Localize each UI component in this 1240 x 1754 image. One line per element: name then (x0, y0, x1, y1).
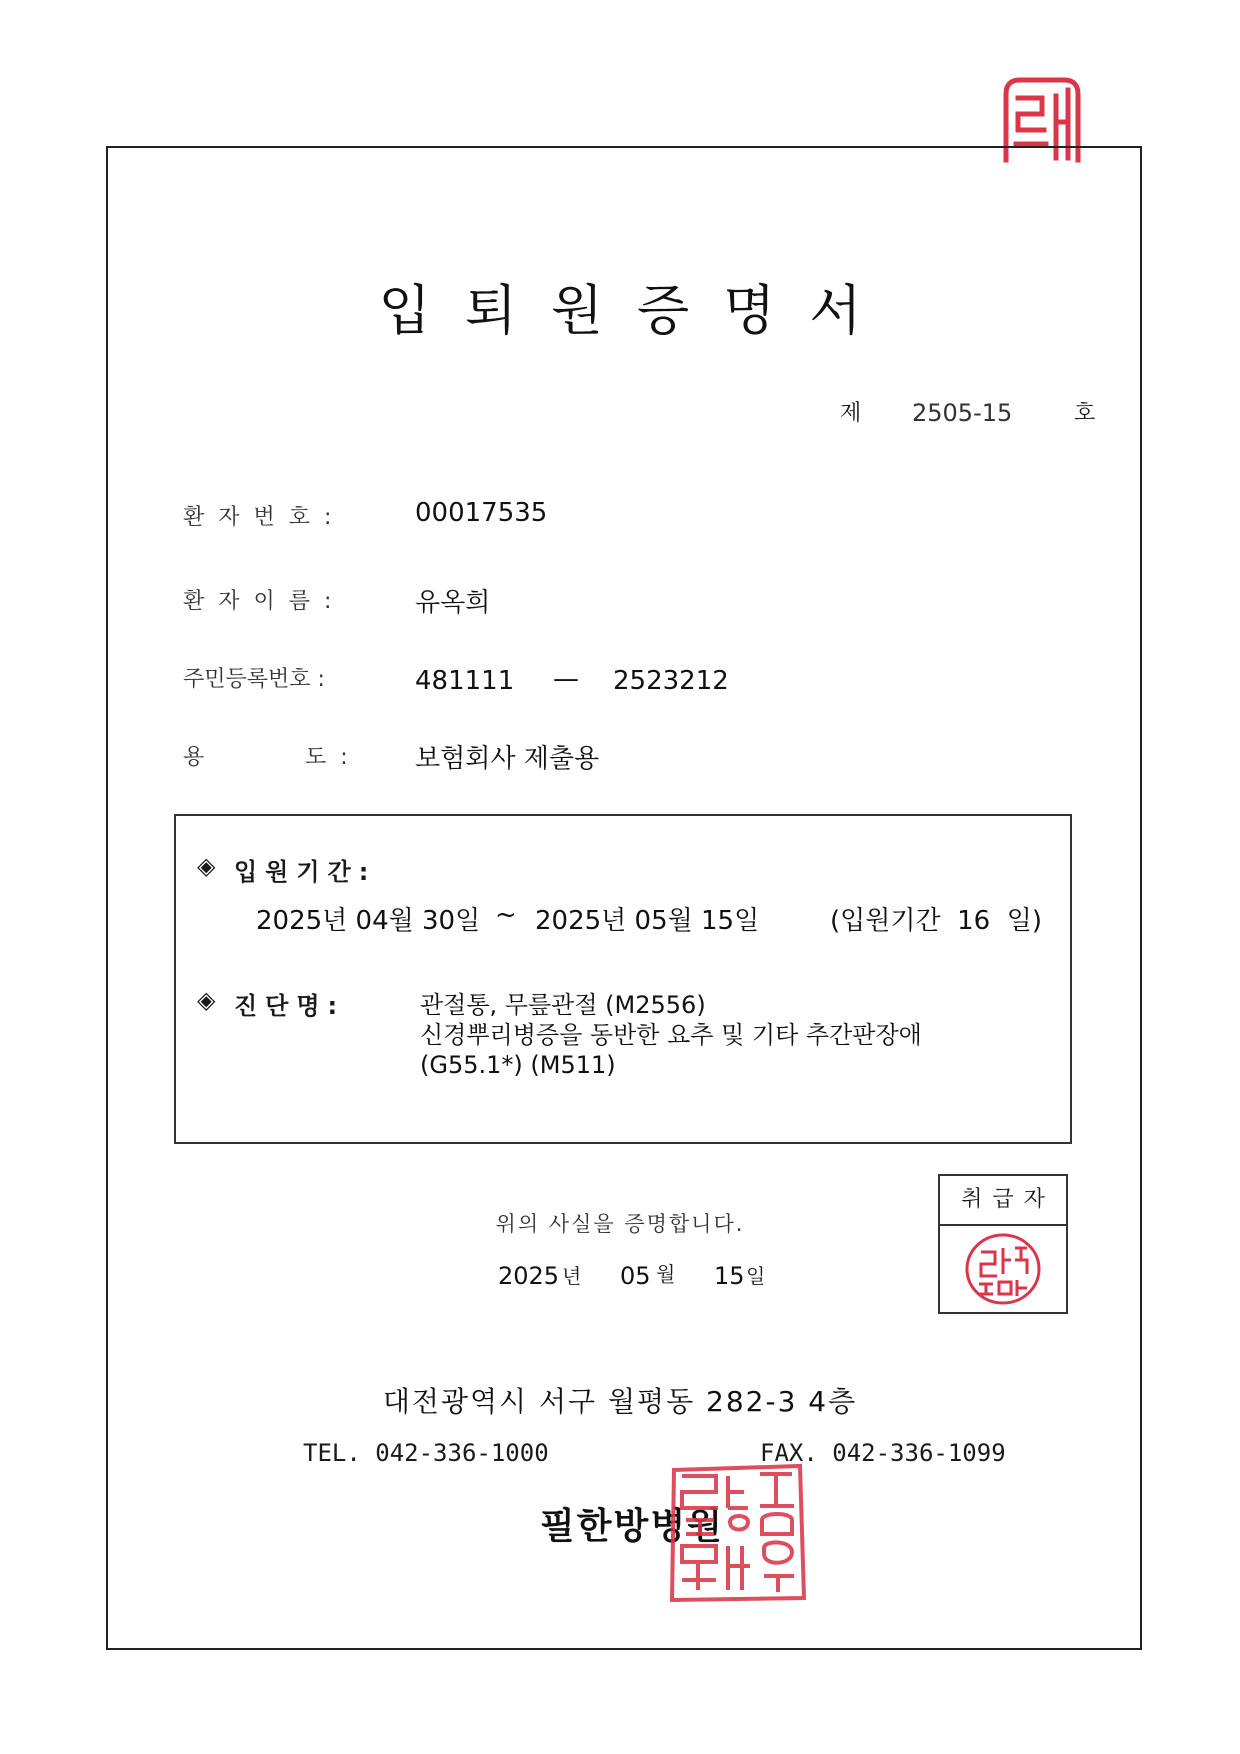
doc-number-suffix: 호 (1074, 401, 1096, 426)
cert-year: 2025 (498, 1262, 560, 1290)
doc-number-prefix: 제 (840, 401, 862, 426)
rrn-dash: — (553, 664, 579, 694)
cert-day: 15 (714, 1262, 745, 1290)
patient-name-label: 환자이름: (183, 589, 346, 614)
handler-label: 취급자 (940, 1176, 1066, 1226)
hospital-fax: FAX. 042-336-1099 (760, 1439, 1006, 1467)
patient-name-value: 유옥희 (415, 588, 491, 618)
purpose-label-2: 도: (305, 745, 362, 770)
admission-heading: 입원기간: (234, 858, 377, 886)
purpose-value: 보험회사 제출용 (415, 744, 600, 774)
certification-statement: 위의 사실을 증명합니다. (495, 1212, 745, 1236)
diagnosis-line-2: 신경뿌리병증을 동반한 요추 및 기타 추간판장애 (420, 1021, 922, 1049)
admission-tilde: ~ (495, 900, 517, 930)
rrn-front: 481111 (415, 666, 515, 696)
admission-end: 2025년 05월 15일 (535, 906, 760, 936)
admission-bullet-icon: ◈ (197, 852, 216, 880)
diagnosis-line-3: (G55.1*) (M511) (420, 1051, 616, 1079)
hospital-name: 필한방병원 (540, 1506, 724, 1547)
diagnosis-bullet-icon: ◈ (197, 986, 216, 1014)
purpose-label-1: 용 (183, 745, 219, 770)
hospital-seal (668, 1462, 808, 1604)
hospital-tel: TEL. 042-336-1000 (303, 1439, 549, 1467)
document-title: 입퇴원증명서 (378, 279, 896, 342)
handler-box (938, 1174, 1068, 1314)
admission-duration: (입원기간 16 일) (830, 906, 1043, 936)
diagnosis-heading: 진단명: (234, 992, 346, 1020)
cert-year-unit: 년 (562, 1264, 582, 1288)
cert-month: 05 (620, 1262, 651, 1290)
admission-start: 2025년 04월 30일 (256, 906, 481, 936)
hospital-address: 대전광역시 서구 월평동 282-3 4층 (382, 1385, 858, 1418)
cert-month-unit: 월 (656, 1262, 676, 1286)
patient-id-value: 00017535 (415, 498, 548, 528)
handler-seal (963, 1230, 1043, 1308)
rrn-label: 주민등록번호 : (183, 667, 325, 692)
rrn-back: 2523212 (613, 666, 729, 696)
cert-day-unit: 일 (746, 1264, 766, 1288)
diagnosis-line-1: 관절통, 무릎관절 (M2556) (420, 991, 706, 1019)
doc-number: 2505-15 (912, 399, 1013, 427)
patient-id-label: 환자번호: (183, 505, 346, 530)
